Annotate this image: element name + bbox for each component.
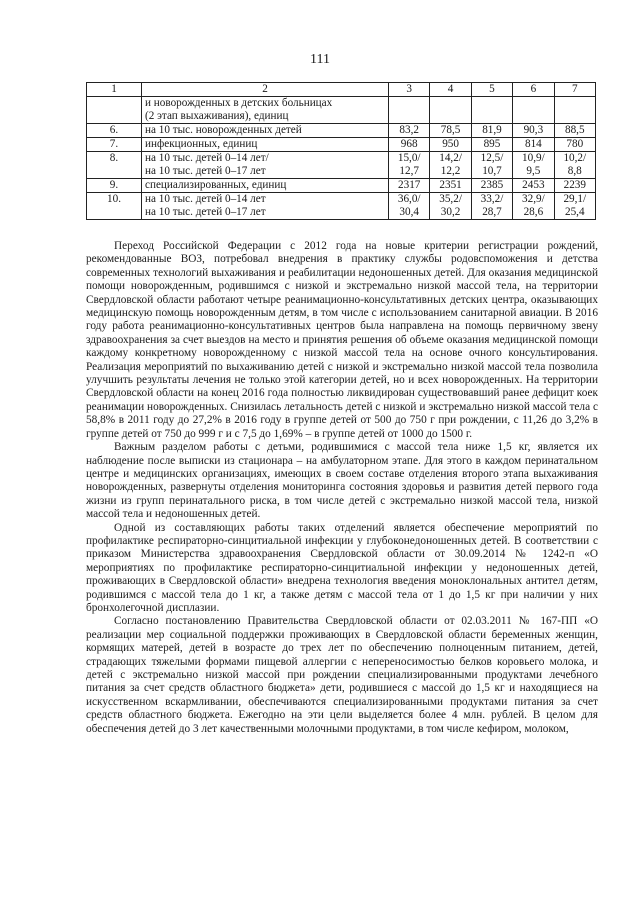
value-cell — [430, 97, 471, 124]
value-cell — [513, 124, 554, 138]
value-line: 814 — [524, 138, 542, 150]
value-line: 10,7 — [482, 165, 502, 177]
row-label-cell — [142, 179, 389, 193]
statistics-table — [86, 82, 596, 220]
paragraph: Переход Российской Федерации с 2012 года на новые критерии регистрации рождений, рекомендованные ВОЗ, потребовал внедрения в практику службы родовспоможения и детства современных технологий выхаживания и реабилитации недоношенных детей. Для оказания медицинской помощи новорожденным, родившимся с низкой и экстремально низкой массой тела, на территории Свердловской области работают четыре реанимационно-консультативных детских центра, оказывающих медицинскую помощь новорожденным детям, в том числе с использованием санитарной авиации. В 2016 году работа реанимационно-консультативных центров была направлена на помощь первичному звену здравоохранения за счет выездов на место и принятия решения об объеме оказания медицинской помощи каждому конкретному новорожденному с низкой массой тела на основе очного консультирования. Реализация мероприятий по выхаживанию детей с низкой и экстремально низкой массой тела позволила улучшить результаты лечения не только этой категории детей, но и всех новорожденных. На территории Свердловской области на конец 2016 года полностью ликвидирован существовавший ранее дефицит коек реанимации новорожденных. Снизилась летальность детей с низкой и экстремально низкой массой тела с 58,8% в 2011 году до 27,2% в 2016 году в группе детей от 500 до 750 г при рождении, с 11,26 до 3,2% в группе детей от 750 до 999 г и с 7,5 до 1,69% – в группе детей от 1000 до 1500 г. — [86, 240, 598, 440]
row-label-line: и новорожденных в детских больницах — [145, 97, 333, 109]
value-line: 895 — [483, 138, 501, 150]
value-cell — [430, 124, 471, 138]
value-cell — [554, 124, 595, 138]
row-number-cell: 6. — [87, 124, 142, 138]
table-row — [87, 179, 596, 193]
value-cell — [389, 179, 430, 193]
value-line: 10,2/ — [563, 152, 587, 164]
value-cell — [513, 152, 554, 179]
table-header-row — [87, 83, 596, 97]
table-row — [87, 152, 596, 179]
paragraph: Одной из составляющих работы таких отделений является обеспечение мероприятий по профилактике респираторно-синцитиальной инфекции у глубоконедоношенных детей. В соответствии с приказом Министерства здравоохранения Свердловской области от 30.09.2014 № 1242-п «О мероприятиях по профилактике респираторно-синцитиальной инфекции у недоношенных детей, проживающих в Свердловской области» внедрена технология введения моноклональных антител детям, родившимся с массой тела до 1 кг, а также детям с массой тела от 1 до 1,5 кг при наличии у них бронхолегочной дисплазии. — [86, 521, 598, 614]
value-line: 29,1/ — [563, 193, 587, 205]
value-cell — [471, 152, 512, 179]
row-label-cell — [142, 152, 389, 179]
value-cell — [554, 138, 595, 152]
header-cell: 5 — [471, 83, 512, 97]
value-cell — [554, 152, 595, 179]
value-cell — [554, 97, 595, 124]
value-line: 28,7 — [482, 206, 502, 218]
table-row — [87, 138, 596, 152]
value-cell — [471, 138, 512, 152]
value-line: 33,2/ — [480, 193, 504, 205]
value-line: 14,2/ — [439, 152, 462, 164]
value-line: 90,3 — [523, 124, 544, 136]
value-cell — [389, 193, 430, 220]
value-cell — [471, 193, 512, 220]
value-line: 83,2 — [399, 124, 419, 136]
table-row — [87, 193, 596, 220]
value-cell — [513, 97, 554, 124]
row-label-line: на 10 тыс. детей 0–14 лет/ — [145, 152, 269, 164]
row-label-line: на 10 тыс. детей 0–17 лет — [145, 206, 266, 218]
row-label-line: инфекционных, единиц — [145, 138, 258, 150]
value-cell — [471, 97, 512, 124]
value-line: 2453 — [522, 179, 545, 191]
header-cell: 1 — [87, 83, 142, 97]
value-line: 2385 — [480, 179, 504, 191]
value-line: 2317 — [398, 179, 421, 191]
value-cell — [471, 179, 512, 193]
row-label-line: (2 этап выхаживания), единиц — [145, 110, 289, 122]
row-number-cell: 8. — [87, 152, 142, 179]
value-line: 950 — [442, 138, 459, 150]
value-line: 78,5 — [440, 124, 461, 136]
value-line: 10,9/ — [522, 152, 545, 164]
value-line: 88,5 — [564, 124, 585, 136]
row-number-cell: 7. — [87, 138, 142, 152]
value-line: 15,0/ — [397, 152, 421, 164]
header-cell: 4 — [430, 83, 471, 97]
table-row — [87, 124, 596, 138]
row-label-cell — [142, 138, 389, 152]
paragraph: Важным разделом работы с детьми, родившимися с массой тела ниже 1,5 кг, является их наблюдение после выписки из стационара – на амбулаторном этапе. Для этого в каждом перинатальном центре и медицинских организациях, имеющих в своем составе отделения второго этапа выхаживания новорожденных, развернуты отделения мониторинга состояния здоровья и развития детей первого года жизни из групп перинатального риска, в том числе детей с экстремально низкой массой тела, низкой массой тела и недоношенных детей. — [86, 441, 598, 521]
value-cell — [389, 124, 430, 138]
row-label-line: на 10 тыс. детей 0–17 лет — [145, 165, 266, 177]
row-number-cell: 10. — [87, 193, 142, 220]
body-text — [86, 240, 598, 736]
page-number: 111 — [310, 52, 330, 67]
value-cell — [430, 193, 471, 220]
row-label-cell — [142, 124, 389, 138]
row-label-cell — [142, 97, 389, 124]
row-label-line: на 10 тыс. детей 0–14 лет — [145, 193, 266, 205]
value-line: 30,4 — [399, 206, 419, 218]
value-cell — [513, 179, 554, 193]
row-number-cell: 9. — [87, 179, 142, 193]
value-cell — [554, 179, 595, 193]
value-line: 780 — [566, 138, 584, 150]
row-label-line: на 10 тыс. новорожденных детей — [145, 124, 302, 136]
row-label-cell — [142, 193, 389, 220]
value-line: 12,7 — [399, 165, 419, 177]
value-line: 9,5 — [526, 165, 541, 177]
table-row — [87, 97, 596, 124]
value-line: 35,2/ — [439, 193, 462, 205]
header-cell: 6 — [513, 83, 554, 97]
value-line: 25,4 — [564, 206, 585, 218]
value-cell — [554, 193, 595, 220]
value-cell — [430, 138, 471, 152]
value-line: 8,8 — [567, 165, 582, 177]
value-line: 2351 — [439, 179, 462, 191]
value-line: 12,5/ — [480, 152, 504, 164]
value-cell — [471, 124, 512, 138]
row-label-line: специализированных, единиц — [145, 179, 287, 191]
value-line: 36,0/ — [397, 193, 421, 205]
value-line: 2239 — [563, 179, 586, 191]
value-line: 32,9/ — [522, 193, 545, 205]
row-number-cell — [87, 97, 142, 124]
value-line: 81,9 — [482, 124, 502, 136]
value-cell — [389, 97, 430, 124]
value-line: 28,6 — [523, 206, 544, 218]
value-cell — [430, 152, 471, 179]
value-cell — [430, 179, 471, 193]
value-cell — [389, 138, 430, 152]
header-cell: 7 — [554, 83, 595, 97]
value-cell — [513, 193, 554, 220]
value-line: 12,2 — [440, 165, 461, 177]
header-cell: 2 — [142, 83, 389, 97]
value-cell — [513, 138, 554, 152]
value-cell — [389, 152, 430, 179]
value-line: 30,2 — [440, 206, 461, 218]
paragraph: Согласно постановлению Правительства Свердловской области от 02.03.2011 № 167-ПП «О реализации мер социальной поддержки проживающих в Свердловской области беременных женщин, кормящих матерей, детей в возрасте до трех лет по обеспечению полноценным питанием, детей, страдающих тяжелыми формами пищевой аллергии с непереносимостью белков коровьего молока, и детей с экстремально низкой массой при рождении специализированными продуктами лечебного питания за счет средств областного бюджета» дети, родившиеся с массой до 1,5 кг и находящиеся на искусственном вскармливании, обеспечиваются специализированными продуктами питания за счет средств областного бюджета. Ежегодно на эти цели выделяется более 4 млн. рублей. В целом для обеспечения детей до 3 лет качественными молочными продуктами, в том числе кефиром, молоком, — [86, 615, 598, 735]
header-cell: 3 — [389, 83, 430, 97]
value-line: 968 — [400, 138, 418, 150]
